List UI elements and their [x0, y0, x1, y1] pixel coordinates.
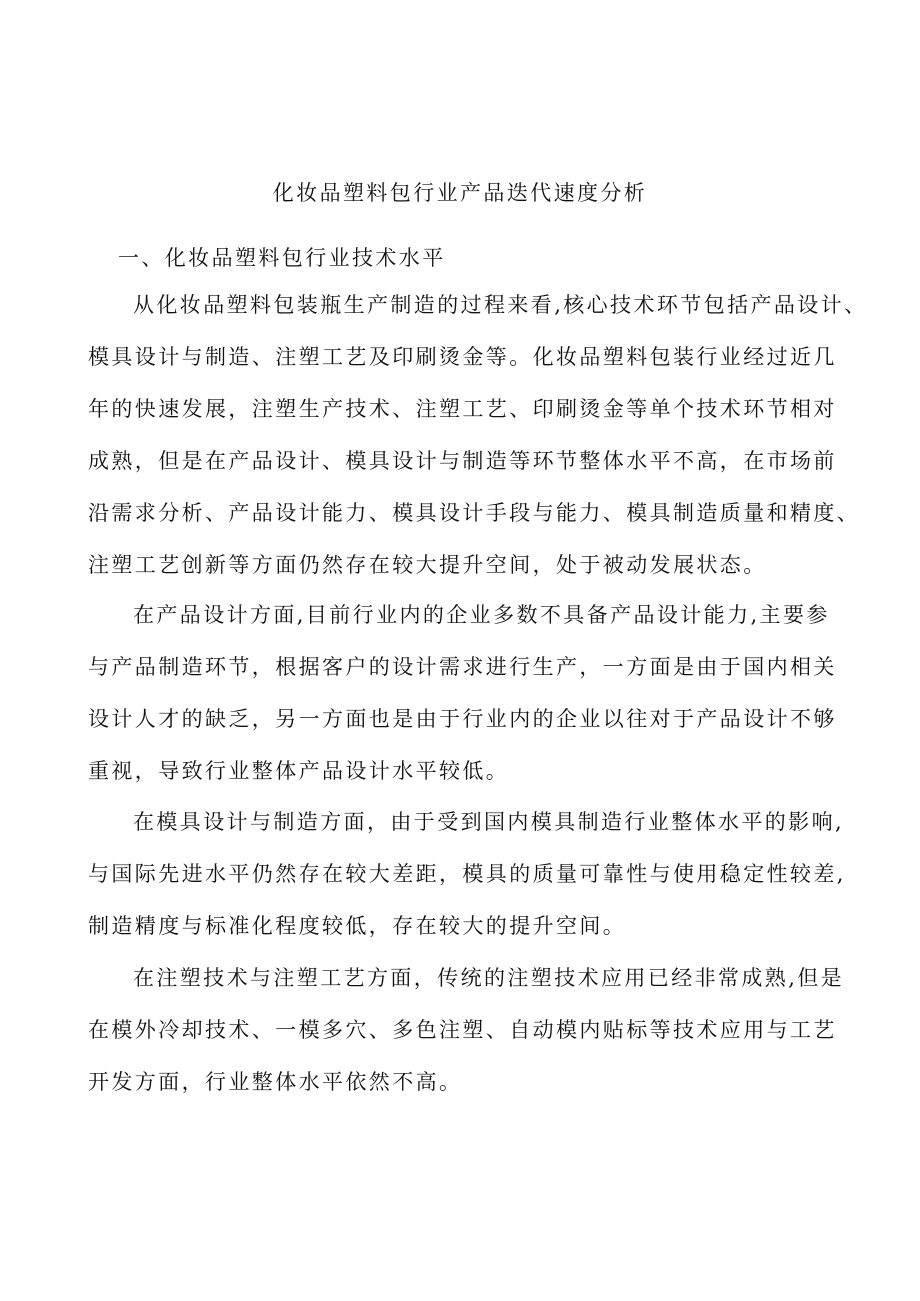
paragraph-3-line: 在模具设计与制造方面，由于受到国内模具制造行业整体水平的影响, [133, 810, 845, 834]
paragraph-4-line: 在注塑技术与注塑工艺方面，传统的注塑技术应用已经非常成熟,但是 [133, 966, 845, 990]
paragraph-1-line: 从化妆品塑料包装瓶生产制造的过程来看,核心技术环节包括产品设计、 [133, 293, 868, 317]
paragraph-1-line: 成熟，但是在产品设计、模具设计与制造等环节整体水平不高，在市场前 [88, 449, 837, 473]
paragraph-2-line: 设计人才的缺乏，另一方面也是由于行业内的企业以往对于产品设计不够 [88, 707, 837, 731]
paragraph-4-line: 在模外冷却技术、一模多穴、多色注塑、自动模内贴标等技术应用与工艺 [88, 1018, 837, 1042]
paragraph-1-line: 模具设计与制造、注塑工艺及印刷烫金等。化妆品塑料包装行业经过近几 [88, 345, 837, 369]
paragraph-1-line: 沿需求分析、产品设计能力、模具设计手段与能力、模具制造质量和精度、 [88, 501, 861, 525]
section-heading: 一、化妆品塑料包行业技术水平 [118, 246, 446, 270]
paragraph-3-line: 制造精度与标准化程度较低，存在较大的提升空间。 [88, 914, 627, 938]
paragraph-2-line: 在产品设计方面,目前行业内的企业多数不具备产品设计能力,主要参 [133, 603, 830, 627]
paragraph-1-line: 注塑工艺创新等方面仍然存在较大提升空间，处于被动发展状态。 [88, 553, 767, 577]
paragraph-2-line: 与产品制造环节，根据客户的设计需求进行生产，一方面是由于国内相关 [88, 655, 837, 679]
paragraph-3-line: 与国际先进水平仍然存在较大差距，模具的质量可靠性与使用稳定性较差, [88, 862, 846, 886]
paragraph-2-line: 重视，导致行业整体产品设计水平较低。 [88, 759, 510, 783]
paragraph-1-line: 年的快速发展，注塑生产技术、注塑工艺、印刷烫金等单个技术环节相对 [88, 397, 837, 421]
document-title: 化妆品塑料包行业产品迭代速度分析 [272, 181, 648, 205]
paragraph-4-line: 开发方面，行业整体水平依然不高。 [88, 1070, 463, 1094]
